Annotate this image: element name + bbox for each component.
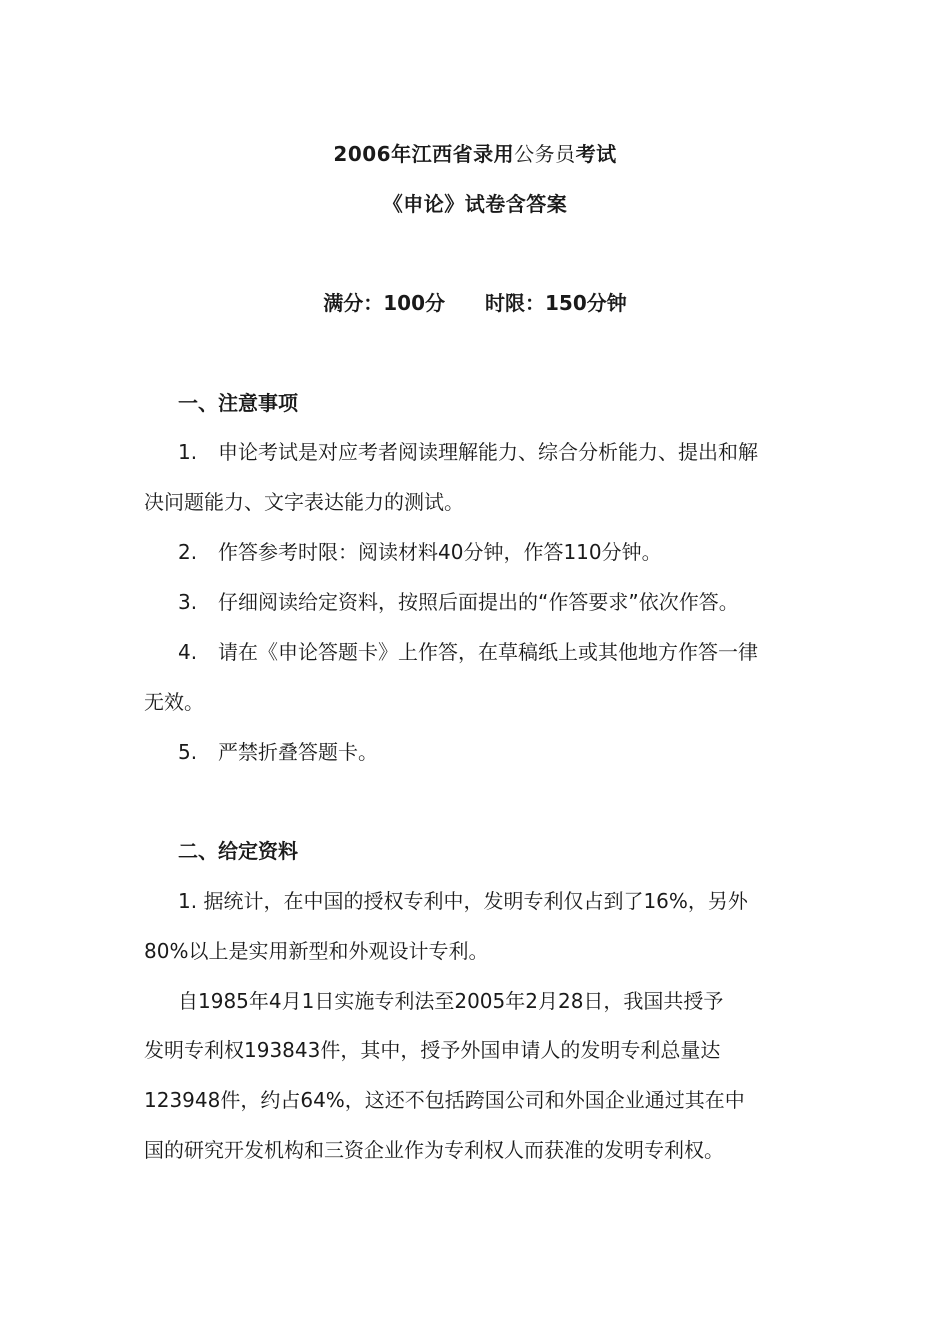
item-number: 3. <box>178 590 198 614</box>
item-number: 5. <box>178 740 198 764</box>
material-paragraph-2-line-2: 发明专利权193843件，其中，授予外国申请人的发明专利总量达 <box>144 1038 721 1062</box>
title-part-1: 2006年江西省录用 <box>333 142 515 166</box>
time-limit: 时限：150分钟 <box>485 291 627 315</box>
document-subtitle: 《申论》试卷含答案 <box>382 192 568 216</box>
section-heading-materials: 二、给定资料 <box>178 839 298 863</box>
item-number: 1. <box>178 440 198 464</box>
notes-item-3 <box>178 586 739 615</box>
material-paragraph-1: 1. 据统计，在中国的授权专利中，发明专利仅占到了16%，另外 <box>178 889 748 913</box>
notes-item-2 <box>178 536 662 565</box>
notes-item-1-continued: 决问题能力、文字表达能力的测试。 <box>144 490 464 514</box>
notes-item-4 <box>178 636 758 665</box>
full-score: 满分：100分 <box>323 291 445 315</box>
title-part-3: 考试 <box>575 142 617 166</box>
material-paragraph-2: 自1985年4月1日实施专利法至2005年2月28日，我国共授予 <box>178 989 724 1013</box>
item-number: 2. <box>178 540 198 564</box>
item-number: 4. <box>178 640 198 664</box>
item-text: 仔细阅读给定资料，按照后面提出的“作答要求”依次作答。 <box>218 590 739 614</box>
material-paragraph-1-continued: 80%以上是实用新型和外观设计专利。 <box>144 939 489 963</box>
item-text: 严禁折叠答题卡。 <box>218 740 378 764</box>
material-paragraph-2-line-4: 国的研究开发机构和三资企业作为专利权人而获准的发明专利权。 <box>144 1138 724 1162</box>
title-part-2: 公务员 <box>514 142 576 166</box>
score-info <box>0 287 950 316</box>
item-text: 作答参考时限：阅读材料40分钟，作答110分钟。 <box>218 540 662 564</box>
item-text: 申论考试是对应考者阅读理解能力、综合分析能力、提出和解 <box>218 440 758 464</box>
notes-item-1 <box>178 436 758 465</box>
item-text: 请在《申论答题卡》上作答，在草稿纸上或其他地方作答一律 <box>218 640 758 664</box>
material-paragraph-2-line-3: 123948件，约占64%，这还不包括跨国公司和外国企业通过其在中 <box>144 1088 745 1112</box>
document-title <box>0 138 950 167</box>
section-heading-notes: 一、注意事项 <box>178 391 298 415</box>
notes-item-4-continued: 无效。 <box>144 690 204 714</box>
notes-item-5 <box>178 736 378 765</box>
